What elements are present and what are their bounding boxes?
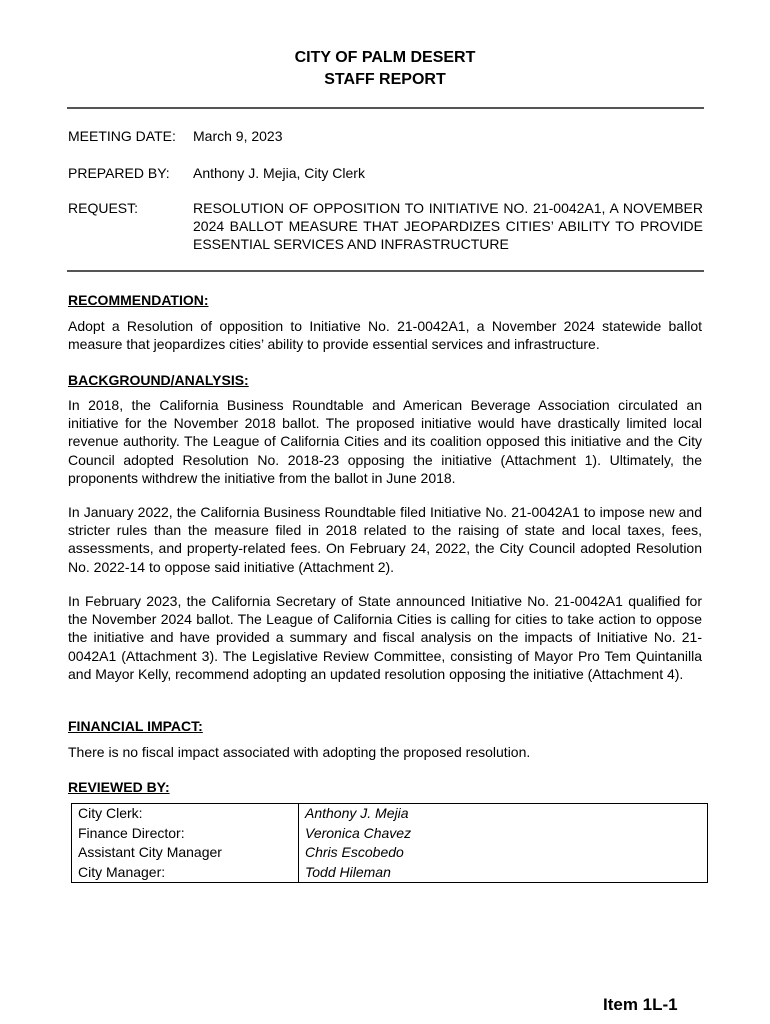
- background-paragraph: In January 2022, the California Business Roundtable filed Initiative No. 21-0042A1 to impose new and stricter rules than the measure filed in 2018 related to the raising of state and local taxes, fees, assessments, and property-related fees. On February 24, 2022, the City Council adopted Resolution No. 2022-14 to oppose said initiative (Attachment 2).: [68, 504, 702, 575]
- reviewer-name: Chris Escobedo: [299, 843, 708, 863]
- table-row: [72, 804, 708, 824]
- background-paragraph: In February 2023, the California Secretary of State announced Initiative No. 21-0042A1 qualified for the November 2024 ballot. The League of California Cities is calling for cities to take action to oppose the initiative and have provided a summary and fiscal analysis on the impacts of Initiative No. 21-0042A1 (Attachment 3). The Legislative Review Committee, consisting of Mayor Pro Tem Quintanilla and Mayor Kelly, recommend adopting an updated resolution opposing the initiative (Attachment 4).: [68, 593, 702, 682]
- reviewed-by-table: [71, 803, 708, 883]
- table-row: [72, 843, 708, 863]
- background-paragraph: In 2018, the California Business Roundtable and American Beverage Association circulated an initiative for the November 2018 ballot. The proposed initiative would have drastically limited local revenue authority. The League of California Cities and its coalition opposed this initiative and the City Council adopted Resolution No. 2018-23 opposing the initiative (Attachment 1). Ultimately, the proponents withdrew the initiative from the ballot in June 2018.: [68, 397, 702, 486]
- reviewer-name: Anthony J. Mejia: [299, 804, 708, 824]
- table-row: [72, 824, 708, 844]
- prepared-by-label: PREPARED BY:: [68, 165, 170, 181]
- request-label: REQUEST:: [68, 200, 139, 216]
- meeting-date-value: March 9, 2023: [193, 128, 283, 144]
- background-heading: BACKGROUND/ANALYSIS:: [68, 372, 249, 388]
- meeting-date-label: MEETING DATE:: [68, 128, 176, 144]
- header-divider-top: [67, 107, 704, 109]
- report-city-title: CITY OF PALM DESERT: [294, 49, 476, 66]
- header-divider-bottom: [67, 270, 704, 272]
- reviewed-by-heading: REVIEWED BY:: [68, 779, 170, 795]
- reviewer-role: Assistant City Manager: [72, 843, 299, 863]
- reviewer-name: Todd Hileman: [299, 863, 708, 883]
- recommendation-text: Adopt a Resolution of opposition to Initiative No. 21-0042A1, a November 2024 statewide ballot measure that jeopardizes cities’ ability to provide essential services and infrastructure.: [68, 318, 702, 353]
- financial-impact-text: There is no fiscal impact associated with adopting the proposed resolution.: [68, 744, 531, 760]
- reviewer-name: Veronica Chavez: [299, 824, 708, 844]
- table-row: [72, 863, 708, 883]
- recommendation-heading: RECOMMENDATION:: [68, 292, 209, 308]
- reviewer-role: Finance Director:: [72, 824, 299, 844]
- reviewer-role: City Clerk:: [72, 804, 299, 824]
- report-type-title: STAFF REPORT: [324, 71, 446, 88]
- reviewer-role: City Manager:: [72, 863, 299, 883]
- prepared-by-value: Anthony J. Mejia, City Clerk: [193, 165, 365, 181]
- financial-impact-heading: FINANCIAL IMPACT:: [68, 718, 203, 734]
- item-number: Item 1L-1: [603, 995, 678, 1014]
- request-value: RESOLUTION OF OPPOSITION TO INITIATIVE NO. 21-0042A1, A NOVEMBER 2024 BALLOT MEASURE THAT JEOPARDIZES CITIES’ ABILITY TO PROVIDE ESSENTIAL SERVICES AND INFRASTRUCTURE: [193, 200, 703, 252]
